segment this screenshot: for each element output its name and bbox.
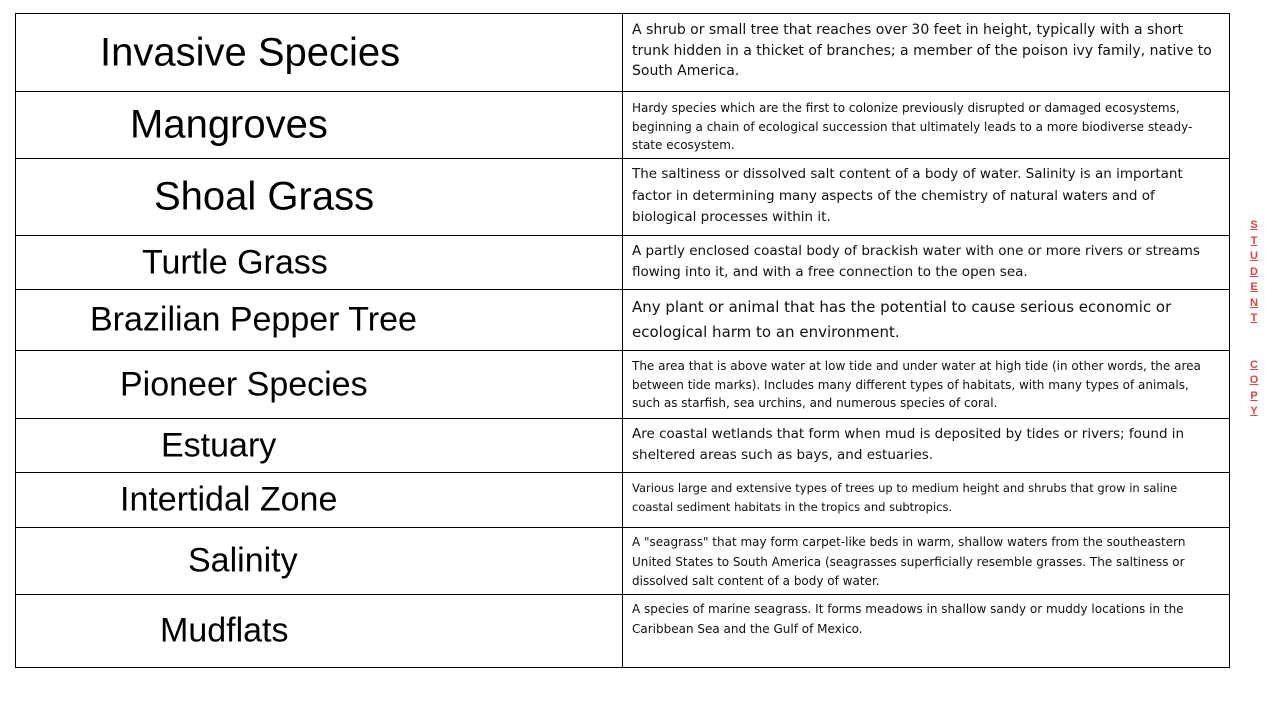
term-text: Invasive Species — [100, 30, 401, 74]
definition-cell — [623, 14, 1230, 92]
table-row — [16, 528, 1230, 595]
term-cell — [16, 14, 623, 92]
term-cell — [16, 290, 623, 351]
term-cell — [16, 351, 623, 419]
term-cell — [16, 528, 623, 595]
student-copy-letter: N — [1250, 296, 1258, 309]
term-text: Brazilian Pepper Tree — [90, 300, 417, 339]
definition-cell — [623, 159, 1230, 236]
term-text: Mudflats — [160, 611, 289, 650]
student-copy-letter: S — [1250, 219, 1258, 231]
student-copy-spacer — [1248, 327, 1260, 358]
definition-text: A "seagrass" that may form carpet-like beds in warm, shallow waters from the southeastern United States to South America (seagrasses superficially resemble grasses. The saltiness or dissolved salt content of a body of water. — [632, 535, 1186, 588]
term-cell — [16, 159, 623, 236]
term-cell — [16, 473, 623, 528]
table-row — [16, 419, 1230, 473]
student-copy-letter: T — [1250, 234, 1258, 247]
term-text: Mangroves — [130, 102, 328, 147]
definition-cell — [623, 595, 1230, 668]
definition-cell — [623, 473, 1230, 528]
student-copy-letter: Y — [1250, 405, 1258, 417]
definition-cell — [623, 236, 1230, 290]
definition-text: Hardy species which are the first to colonize previously disrupted or damaged ecosystems, beginning a chain of ecological succession that ultimately leads to a more biodiverse steady-state ecosystem. — [632, 101, 1193, 152]
student-copy-letter: D — [1250, 265, 1258, 278]
definition-text: A species of marine seagrass. It forms meadows in shallow sandy or muddy locations in the Caribbean Sea and the Gulf of Mexico. — [632, 602, 1184, 636]
definition-cell — [623, 351, 1230, 419]
student-copy-letter: U — [1250, 250, 1258, 262]
table-row — [16, 159, 1230, 236]
term-text: Shoal Grass — [154, 174, 375, 219]
student-copy-label — [1248, 218, 1260, 420]
vocab-matching-table — [15, 13, 1230, 668]
table-row — [16, 92, 1230, 159]
definition-text: The saltiness or dissolved salt content of a body of water. Salinity is an important factor in determining many aspects of the chemistry of natural waters and of biological processes within it. — [632, 166, 1183, 225]
definition-cell — [623, 419, 1230, 473]
term-text: Pioneer Species — [120, 365, 368, 403]
definition-cell — [623, 528, 1230, 595]
definition-text: A shrub or small tree that reaches over 30 feet in height, typically with a short trunk hidden in a thicket of branches; a member of the poison ivy family, native to South America. — [632, 22, 1212, 79]
student-copy-letter: C — [1250, 358, 1258, 371]
definition-text: Are coastal wetlands that form when mud is deposited by tides or rivers; found in sheltered areas such as bays, and estuaries. — [632, 426, 1185, 463]
student-copy-letter: E — [1250, 281, 1258, 293]
table-row — [16, 351, 1230, 419]
table-row — [16, 14, 1230, 92]
definition-text: A partly enclosed coastal body of brackish water with one or more rivers or streams flowing into it, and with a free connection to the open sea. — [632, 243, 1200, 280]
term-cell — [16, 595, 623, 668]
term-cell — [16, 92, 623, 159]
term-text: Salinity — [188, 541, 298, 580]
student-copy-letter: P — [1250, 389, 1258, 402]
student-copy-letter: T — [1250, 312, 1258, 324]
definition-cell — [623, 92, 1230, 159]
term-cell — [16, 236, 623, 290]
term-text: Intertidal Zone — [120, 480, 338, 519]
definition-cell — [623, 290, 1230, 351]
table-row — [16, 595, 1230, 668]
term-cell — [16, 419, 623, 473]
table-row — [16, 473, 1230, 528]
table-row — [16, 236, 1230, 290]
table-row — [16, 290, 1230, 351]
term-text: Estuary — [161, 426, 277, 464]
definition-text: Any plant or animal that has the potential to cause serious economic or ecological harm to an environment. — [632, 298, 1172, 341]
term-text: Turtle Grass — [142, 243, 328, 281]
definition-text: The area that is above water at low tide and under water at high tide (in other words, the area between tide marks). Includes many different types of habitats, with many types of animals, such as starfish, sea urchins, and numerous species of coral. — [632, 359, 1201, 410]
definition-text: Various large and extensive types of trees up to medium height and shrubs that grow in saline coastal sediment habitats in the tropics and subtropics. — [632, 481, 1178, 514]
student-copy-letter: O — [1249, 374, 1259, 386]
